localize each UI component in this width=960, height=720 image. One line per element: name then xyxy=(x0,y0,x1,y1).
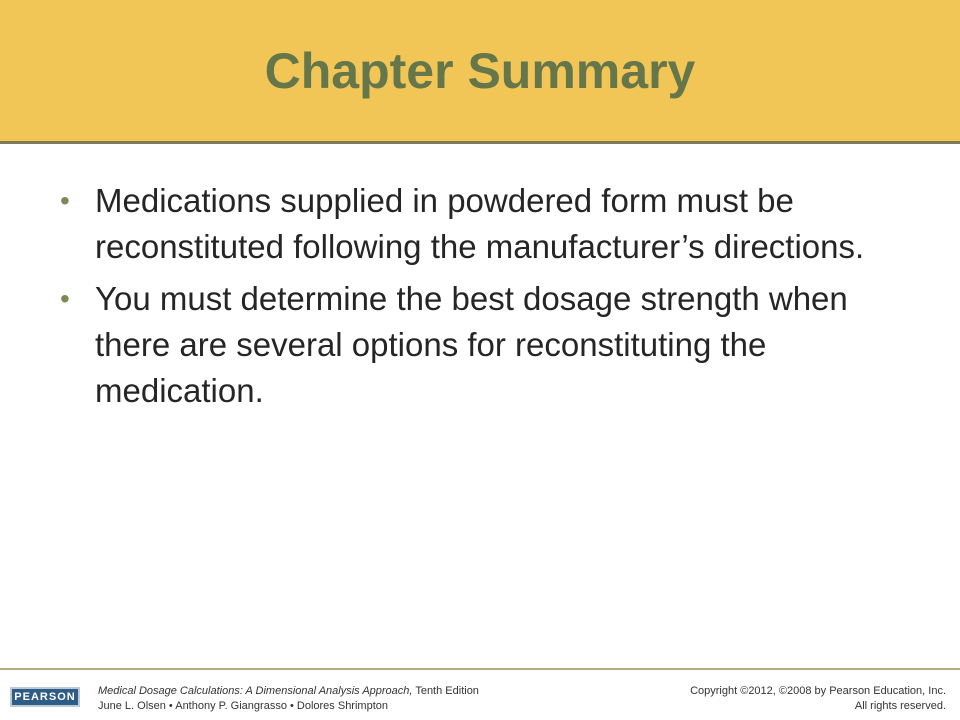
book-edition: Tenth Edition xyxy=(412,685,479,697)
pearson-logo xyxy=(10,687,80,707)
slide-title: Chapter Summary xyxy=(264,43,696,99)
bullet-list xyxy=(60,178,910,420)
footer-copyright xyxy=(690,684,946,714)
footer-authors: June L. Olsen • Anthony P. Giangrasso • Dolores Shrimpton xyxy=(98,700,388,712)
bullet-item xyxy=(60,276,910,414)
bullet-text: Medications supplied in powdered form must be reconstituted following the manufacturer’s directions. xyxy=(95,182,865,265)
rights-text: All rights reserved. xyxy=(854,700,946,712)
bullet-item xyxy=(60,178,910,270)
footer-book-info xyxy=(98,684,479,714)
logo-text: PEARSON xyxy=(14,691,76,703)
bullet-icon: • xyxy=(60,185,70,216)
footer-title-line xyxy=(98,684,479,699)
bullet-text: You must determine the best dosage strength when there are several options for reconstituting the medication. xyxy=(95,280,848,409)
title-band xyxy=(0,0,960,144)
bullet-icon: • xyxy=(60,283,70,314)
copyright-text: Copyright ©2012, ©2008 by Pearson Education, Inc. xyxy=(690,685,946,697)
footer xyxy=(0,668,960,720)
book-title: Medical Dosage Calculations: A Dimensional Analysis Approach, xyxy=(98,685,413,697)
